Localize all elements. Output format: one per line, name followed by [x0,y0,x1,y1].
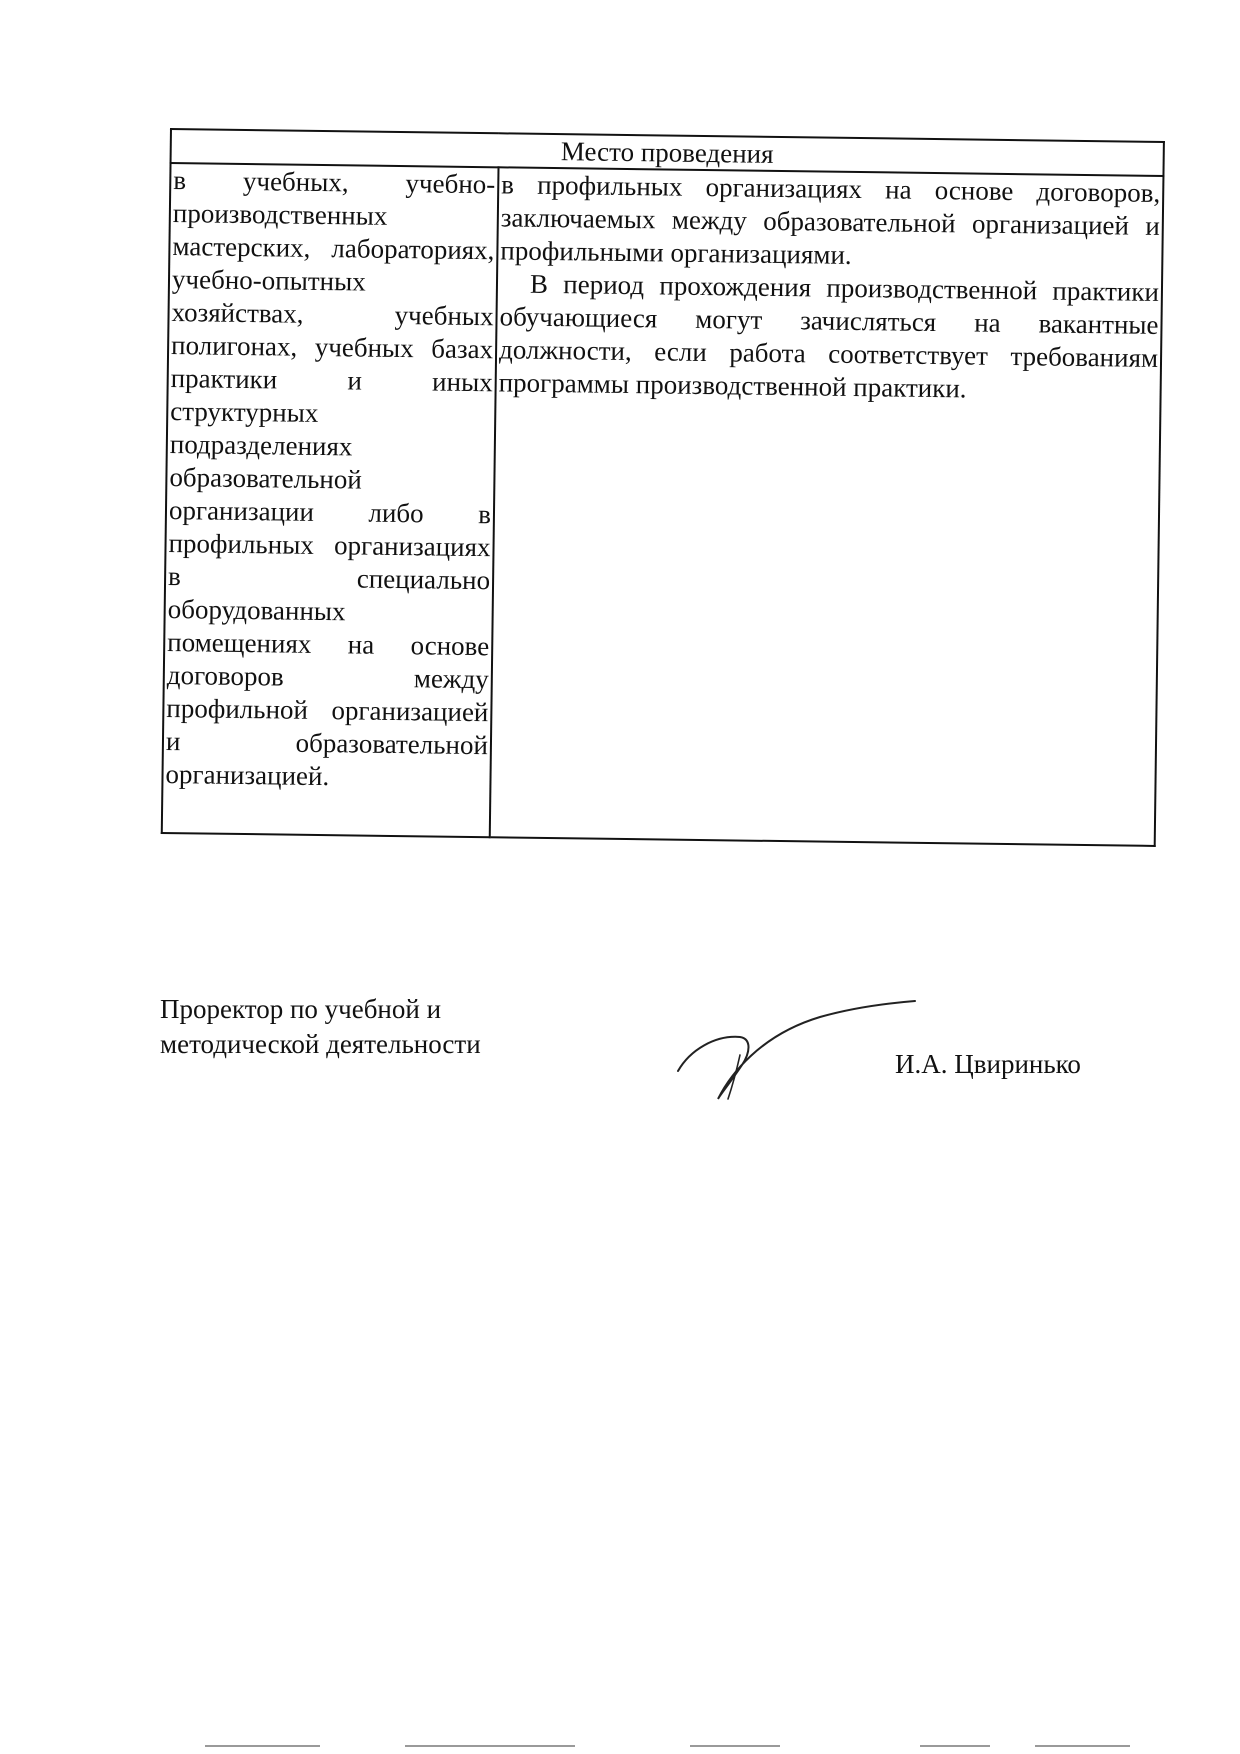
right-cell [490,167,1164,846]
table-header: Место проведения [171,129,1164,176]
scan-artifact-line [205,1745,320,1747]
signatory-position [160,992,481,1062]
right-cell-paragraph-1: в профильных организациях на основе договоров, заключаемых между образовательной организацией и профильными организациями. [500,169,1161,270]
scan-artifact-line [1035,1745,1130,1747]
signatory-name: И.А. Цвиринько [895,1049,1081,1079]
signatory-position-line-1: Проректор по учебной и [160,994,442,1024]
signatory-position-line-2: методической деятельности [160,1029,481,1059]
table-row [162,163,1164,846]
right-cell-paragraph-2: В период прохождения производственной практики обучающиеся могут зачисляться на вакантные должности, если работа соответствует требованиям программы производственной практики. [498,268,1160,404]
left-cell: в учебных, учебно-производственных мастерских, лабораториях, учебно-опытных хозяйствах, учебных полигонах, учебных базах практики и иных структурных подразделениях образовательной организации либо в профильных организациях в специально оборудованных помещениях на основе договоров между профильной организацией и образовательной организацией. [162,163,499,837]
practice-location-table [161,128,1165,847]
handwritten-signature [670,995,930,1105]
scan-artifact-line [690,1745,780,1747]
scan-artifact-line [920,1745,990,1747]
scan-artifact-line [405,1745,575,1747]
